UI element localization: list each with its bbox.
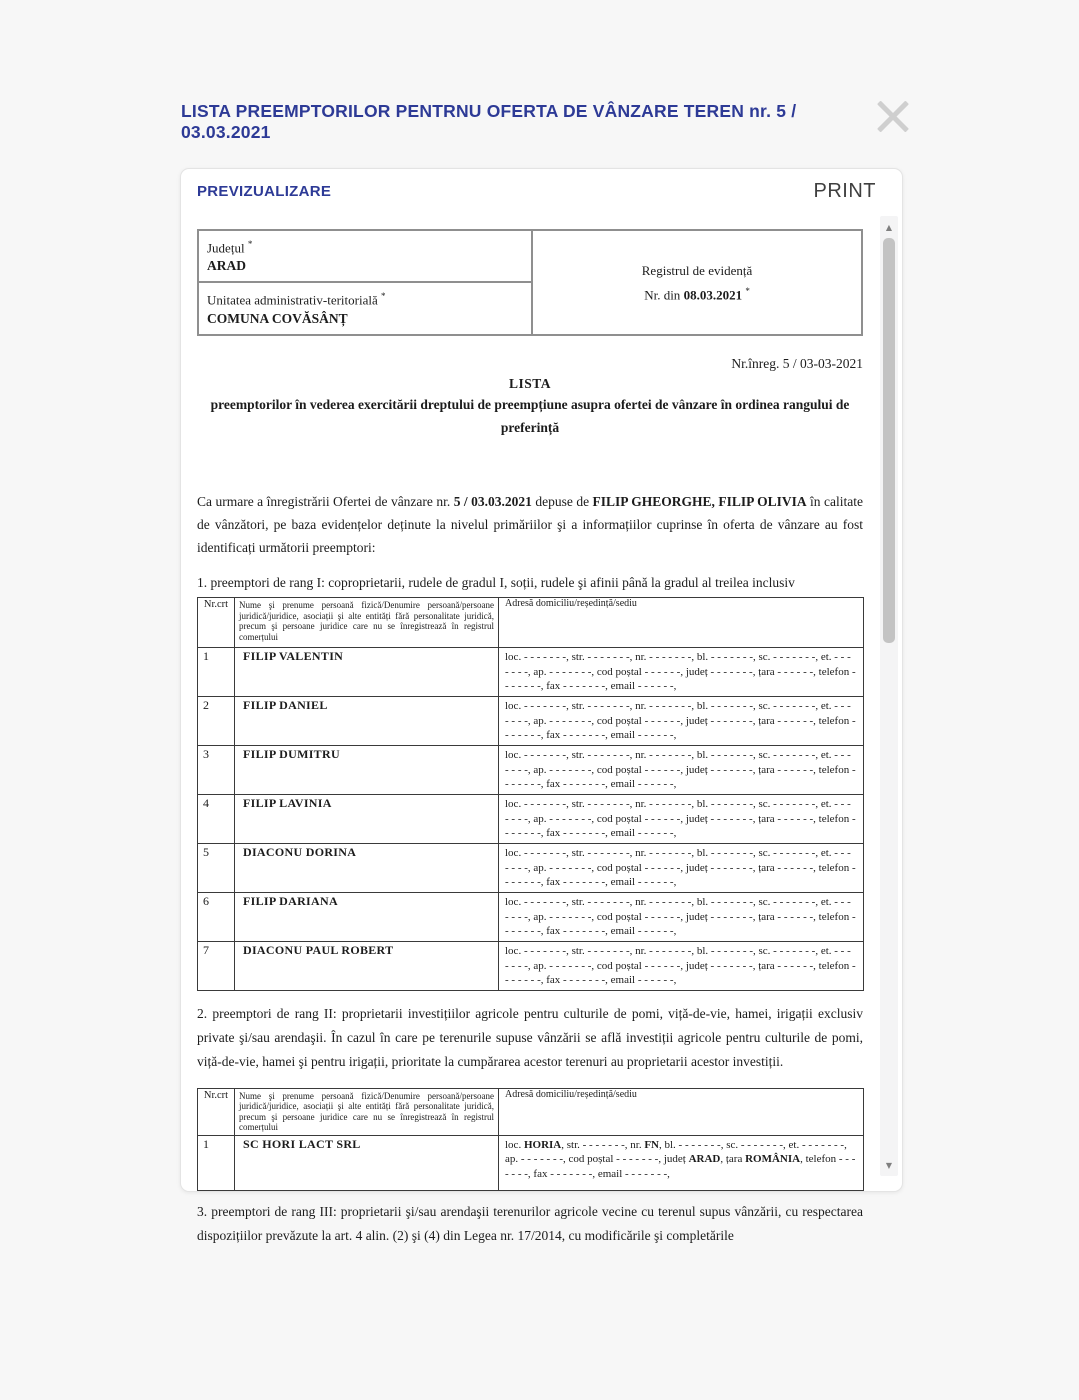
address-text: , bl. - - - - - - -, sc. - - - - - - -, et. - - - - - - -, ap. - - - - - - -, cod poștal - - - - - - -, județ — [505, 1138, 847, 1166]
county-label: Județul — [207, 240, 245, 256]
address-county: ARAD — [688, 1153, 721, 1166]
intro-text: în calitate de vânzători, pe baza evidențelor deținute la nivelul primăriilor şi a informațiilor cuprinse în oferta de vânzare au fost identificați următorii preemptori: — [197, 493, 863, 555]
header-name: Nume şi prenume persoană fizică/Denumire persoană/persoane juridică/juridice, asociații şi alte entități fără personalitate juridică, precum şi persoane juridice care nu se înregistrează în registrul comerțului — [235, 1088, 499, 1135]
row-number: 1 — [198, 1135, 235, 1190]
document-subtitle: preemptorilor în vederea exercitării dreptului de preempțiune asupra ofertei de vânzare în ordinea rangului de preferință — [210, 396, 850, 435]
preemptor-address: loc. - - - - - - -, str. - - - - - - -, nr. - - - - - - -, bl. - - - - - - -, sc. - - - - - - -, et. - - - - - - -, ap. - - - - - - -, cod poștal - - - - - -, județ - - - - - - -, țara - - - - - -, telefon - - - - - - -, fax - - - - - - -, email - - - - - -, — [499, 648, 864, 697]
preemptor-address: loc. - - - - - - -, str. - - - - - - -, nr. - - - - - - -, bl. - - - - - - -, sc. - - - - - - -, et. - - - - - - -, ap. - - - - - - -, cod poștal - - - - - -, județ - - - - - - -, țara - - - - - -, telefon - - - - - - -, fax - - - - - - -, email - - - - - -, — [499, 697, 864, 746]
table-row — [198, 942, 864, 991]
table-header-row — [198, 598, 864, 648]
intro-paragraph — [197, 490, 863, 559]
table-row — [198, 697, 864, 746]
registry-nr-prefix: Nr. din — [644, 286, 684, 302]
scroll-down-icon[interactable]: ▼ — [885, 1160, 893, 1170]
address-text: , țara — [720, 1153, 746, 1166]
address-text: loc. — [505, 1138, 524, 1151]
county-cell — [198, 230, 532, 282]
required-star: * — [381, 291, 386, 302]
preemptor-name: FILIP DUMITRU — [235, 746, 499, 795]
document — [197, 216, 863, 1261]
row-number: 3 — [198, 746, 235, 795]
table-row — [198, 648, 864, 697]
address-street-number: FN — [644, 1138, 659, 1151]
row-number: 5 — [198, 844, 235, 893]
rank1-table — [197, 597, 864, 991]
rank2-paragraph: 2. preemptori de rang II: proprietarii investițiilor agricole pentru culturile de pomi, viță-de-vie, hamei, irigații exclusiv private şi/sau arendaşii. În cazul în care pe terenurile supuse vânzării se află investiții agricole pentru culturile de pomi, viță-de-vie, hamei şi pentru irigații, prioritate la cumpărarea acestor terenuri au proprietarii acestor investiții. — [197, 1006, 863, 1070]
document-preview-scroll-region[interactable] — [197, 216, 898, 1243]
preemptor-name: SC HORI LACT SRL — [235, 1135, 499, 1190]
address-text: , telefon - - - - - - -, fax - - - - - - -, email - - - - - - -, — [505, 1153, 856, 1180]
registry-date: 08.03.2021 — [683, 286, 743, 302]
preemptor-address: loc. - - - - - - -, str. - - - - - - -, nr. - - - - - - -, bl. - - - - - - -, sc. - - - - - - -, et. - - - - - - -, ap. - - - - - - -, cod poștal - - - - - -, județ - - - - - - -, țara - - - - - -, telefon - - - - - - -, fax - - - - - - -, email - - - - - -, — [499, 844, 864, 893]
address-country: ROMÂNIA — [745, 1153, 801, 1166]
row-number: 2 — [198, 697, 235, 746]
preemptor-address — [499, 1135, 864, 1190]
row-number: 7 — [198, 942, 235, 991]
uat-cell — [198, 282, 532, 334]
address-text: , str. - - - - - - -, nr. — [561, 1138, 645, 1151]
modal-title: LISTA PREEMPTORILOR PENTRNU OFERTA DE VÂNZARE TEREN nr. 5 / 03.03.2021 — [181, 101, 797, 142]
preview-panel — [180, 168, 903, 1243]
header-nr: Nr.crt — [198, 1088, 235, 1135]
uat-label: Unitatea administrativ-teritorială — [207, 292, 378, 308]
preemptor-address: loc. - - - - - - -, str. - - - - - - -, nr. - - - - - - -, bl. - - - - - - -, sc. - - - - - - -, et. - - - - - - -, ap. - - - - - - -, cod poștal - - - - - -, județ - - - - - - -, țara - - - - - -, telefon - - - - - - -, fax - - - - - - -, email - - - - - -, — [499, 746, 864, 795]
header-name: Nume şi prenume persoană fizică/Denumire persoană/persoane juridică/juridice, asociații şi alte entități fără personalitate juridică, precum şi persoane juridice care nu se înregistrează în registrul comerțului — [235, 598, 499, 648]
preemptor-name: FILIP LAVINIA — [235, 795, 499, 844]
rank3-paragraph: 3. preemptori de rang III: proprietarii şi/sau arendaşii terenurilor agricole vecine cu terenul supus vânzării, cu respectarea dispozițiilor prevăzute la art. 4 alin. (2) şi (4) din Legea nr. 17/2014, cu modificările şi completările — [197, 1203, 863, 1243]
row-number: 6 — [198, 893, 235, 942]
document-title: LISTA — [508, 375, 552, 391]
county-value: ARAD — [207, 258, 246, 274]
document-header-table — [197, 229, 863, 336]
close-icon[interactable] — [873, 97, 911, 135]
header-nr: Nr.crt — [198, 598, 235, 648]
table-header-row — [198, 1088, 864, 1135]
preemptor-name: DIACONU PAUL ROBERT — [235, 942, 499, 991]
required-star: * — [247, 239, 253, 249]
intro-text: depuse de — [531, 493, 593, 509]
registration-number-line: Nr.înreg. 5 / 03-03-2021 — [731, 355, 863, 371]
panel-header — [181, 169, 902, 203]
scroll-up-icon[interactable]: ▲ — [885, 222, 893, 232]
header-address: Adresă domiciliu/reședință/sediu — [499, 1088, 864, 1135]
rank1-intro-line: 1. preemptori de rang I: coproprietarii, rudele de gradul I, soții, rudele şi afinii până la gradul al treilea inclusiv — [197, 575, 795, 591]
registry-label: Registrul de evidență — [641, 262, 753, 278]
print-button[interactable]: PRINT — [813, 180, 876, 202]
row-number: 4 — [198, 795, 235, 844]
uat-value: COMUNA COVĂSÂNȚ — [207, 310, 348, 326]
row-number: 1 — [198, 648, 235, 697]
table-row — [198, 746, 864, 795]
registry-cell — [532, 230, 862, 335]
table-row — [198, 893, 864, 942]
intro-text: Ca urmare a înregistrării Ofertei de vânzare nr. — [197, 493, 454, 509]
rank2-table — [197, 1088, 864, 1191]
scrollbar[interactable] — [880, 216, 898, 1176]
preemptor-name: DIACONU DORINA — [235, 844, 499, 893]
preemptor-address: loc. - - - - - - -, str. - - - - - - -, nr. - - - - - - -, bl. - - - - - - -, sc. - - - - - - -, et. - - - - - - -, ap. - - - - - - -, cod poștal - - - - - -, județ - - - - - - -, țara - - - - - -, telefon - - - - - - -, fax - - - - - - -, email - - - - - -, — [499, 795, 864, 844]
address-locality: HORIA — [523, 1138, 562, 1151]
table-row — [198, 1135, 864, 1190]
preview-label: PREVIZUALIZARE — [197, 183, 332, 200]
required-star: * — [745, 285, 750, 296]
sellers-names: FILIP GHEORGHE, FILIP OLIVIA — [592, 493, 807, 509]
header-address: Adresă domiciliu/reședință/sediu — [499, 598, 864, 648]
offer-number: 5 / 03.03.2021 — [453, 493, 532, 509]
table-row — [198, 795, 864, 844]
preemptor-address: loc. - - - - - - -, str. - - - - - - -, nr. - - - - - - -, bl. - - - - - - -, sc. - - - - - - -, et. - - - - - - -, ap. - - - - - - -, cod poștal - - - - - -, județ - - - - - - -, țara - - - - - -, telefon - - - - - - -, fax - - - - - - -, email - - - - - -, — [499, 942, 864, 991]
preemptor-name: FILIP DANIEL — [235, 697, 499, 746]
table-row — [198, 844, 864, 893]
preemptor-address: loc. - - - - - - -, str. - - - - - - -, nr. - - - - - - -, bl. - - - - - - -, sc. - - - - - - -, et. - - - - - - -, ap. - - - - - - -, cod poștal - - - - - -, județ - - - - - - -, țara - - - - - -, telefon - - - - - - -, fax - - - - - - -, email - - - - - -, — [499, 893, 864, 942]
scrollbar-thumb[interactable] — [883, 238, 895, 643]
modal-title-row — [181, 101, 911, 143]
preemptor-name: FILIP VALENTIN — [235, 648, 499, 697]
preemptor-name: FILIP DARIANA — [235, 893, 499, 942]
